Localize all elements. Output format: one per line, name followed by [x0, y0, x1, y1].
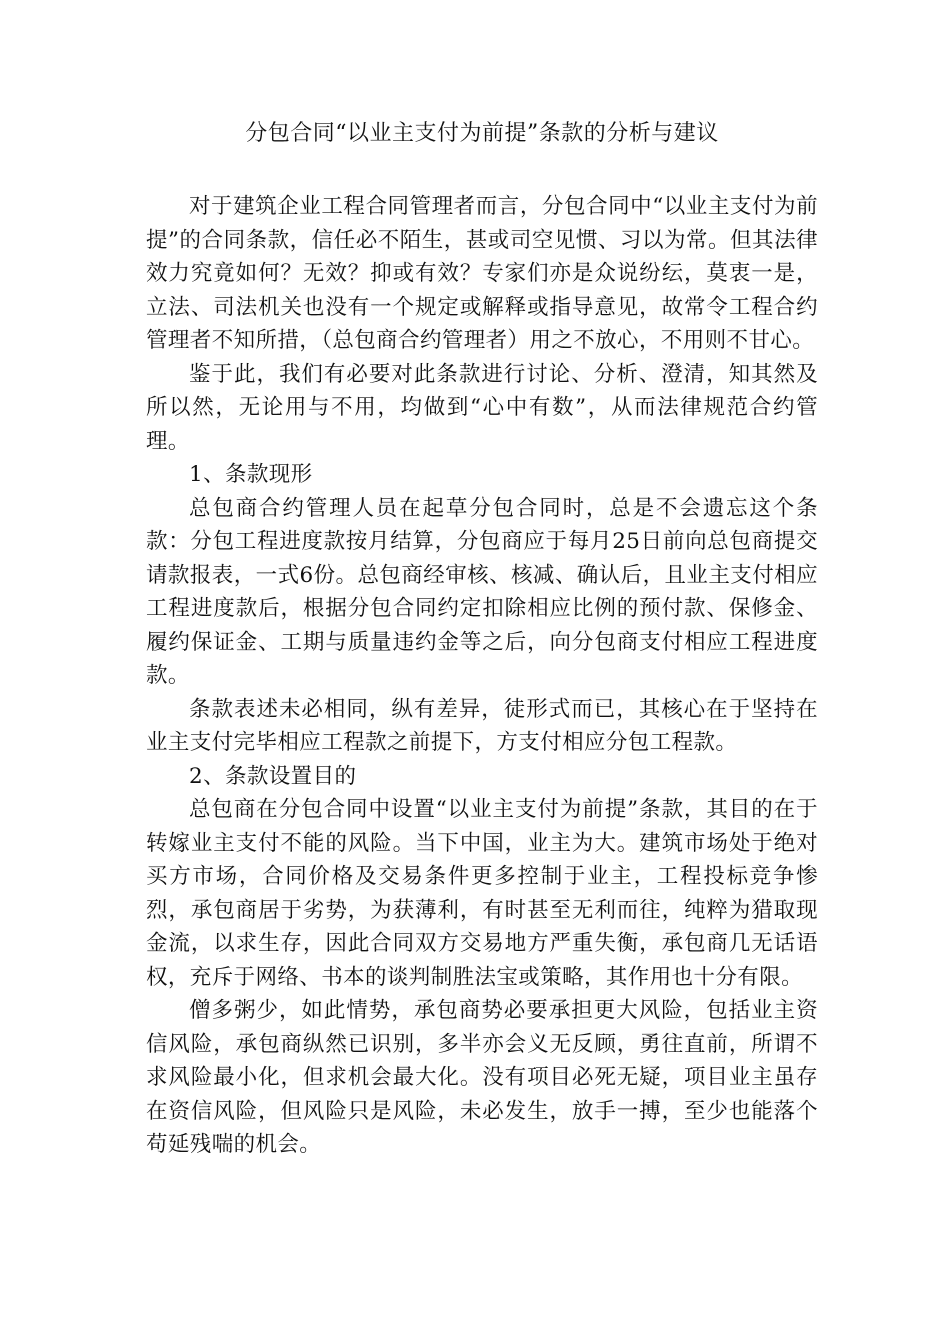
section-heading-2: 2、条款设置目的: [189, 763, 357, 789]
paragraph-intro: 对于建筑企业工程合同管理者而言，分包合同中“以业主支付为前提”的合同条款，信任必不陌生，甚或司空见惯、习以为常。但其法律效力究竟如何？无效？抑或有效？专家们亦是众说纷纭，莫衷一是，立法、司法机关也没有一个规定或解释或指导意见，故常令工程合约管理者不知所措，（总包商合约管理者）用之不放心，不用则不甘心。: [146, 194, 818, 353]
document-page: [146, 118, 818, 1162]
paragraph-clause-goal: 总包商在分包合同中设置“以业主支付为前提”条款，其目的在于转嫁业主支付不能的风险。当下中国，业主为大。建筑市场处于绝对买方市场，合同价格及交易条件更多控制于业主，工程投标竞争惨烈，承包商居于劣势，为获薄利，有时甚至无利而往，纯粹为猎取现金流，以求生存，因此合同双方交易地方严重失衡，承包商几无话语权，充斥于网络、书本的谈判制胜法宝或策略，其作用也十分有限。: [146, 797, 818, 990]
paragraph-risk: 僧多粥少，如此情势，承包商势必要承担更大风险，包括业主资信风险，承包商纵然已识别，多半亦会义无反顾，勇往直前，所谓不求风险最小化，但求机会最大化。没有项目必死无疑，项目业主虽存在资信风险，但风险只是风险，未必发生，放手一搏，至少也能落个苟延残喘的机会。: [146, 998, 818, 1157]
paragraph-purpose: 鉴于此，我们有必要对此条款进行讨论、分析、澄清，知其然及所以然，无论用与不用，均做到“心中有数”，从而法律规范合约管理。: [146, 361, 818, 454]
paragraph-clause-form: 总包商合约管理人员在起草分包合同时，总是不会遗忘这个条款：分包工程进度款按月结算，分包商应于每月25日前向总包商提交请款报表，一式6份。总包商经审核、核减、确认后，且业主支付相应工程进度款后，根据分包合同约定扣除相应比例的预付款、保修金、履约保证金、工期与质量违约金等之后，向分包商支付相应工程进度款。: [146, 495, 818, 688]
document-title: 分包合同“以业主支付为前提”条款的分析与建议: [245, 121, 719, 146]
paragraph-clause-core: 条款表述未必相同，纵有差异，徒形式而已，其核心在于坚持在业主支付完毕相应工程款之前提下，方支付相应分包工程款。: [146, 696, 818, 755]
section-heading-1: 1、条款现形: [189, 462, 313, 487]
